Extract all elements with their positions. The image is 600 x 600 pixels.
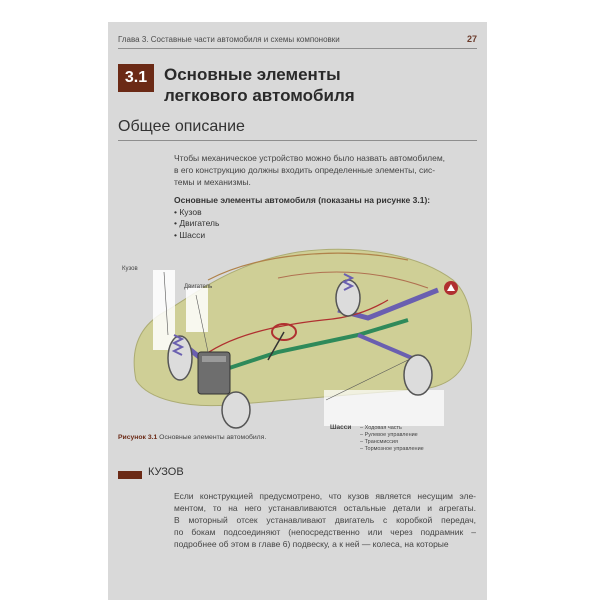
body-line: ментом, то на него устанавливаются остальные детали и агрегаты. xyxy=(174,503,476,513)
car-illustration xyxy=(108,240,487,430)
chapter-title: Глава 3. Составные части автомобиля и схемы компоновки xyxy=(118,35,340,44)
figure-label-body: Кузов xyxy=(122,266,138,272)
figure-label-chassis: Шасси xyxy=(330,424,352,431)
kuzov-heading: КУЗОВ xyxy=(148,466,184,478)
chassis-part: – Тормозное управление xyxy=(360,446,424,452)
chassis-part: – Трансмиссия xyxy=(360,439,398,445)
rear-left-wheel xyxy=(336,280,360,316)
body-line: подробнее об этом в главе 6) подвеску, а к ней — колеса, на которые xyxy=(174,539,449,549)
figure-caption xyxy=(118,434,266,441)
subheading: Общее описание xyxy=(118,118,245,135)
book-page xyxy=(108,22,487,600)
front-left-wheel xyxy=(168,336,192,380)
label-box-body xyxy=(153,270,175,350)
body-line: Если конструкцией предусмотрено, что кузов является несущим эле- xyxy=(174,491,476,501)
list-item: • Шасси xyxy=(174,229,206,240)
section-title-line: легкового автомобиля xyxy=(164,86,355,105)
section-number: 3.1 xyxy=(118,64,154,92)
elements-list-heading: Основные элементы автомобиля (показаны на рисунке 3.1): xyxy=(174,195,431,205)
intro-line: Чтобы механическое устройство можно было назвать автомобилем, xyxy=(174,153,446,163)
chassis-part: – Рулевое управление xyxy=(360,432,418,438)
label-box-engine xyxy=(186,288,208,332)
front-right-wheel xyxy=(222,392,250,428)
section-marker xyxy=(118,471,142,479)
list-item: • Кузов xyxy=(174,206,202,217)
subheading-rule xyxy=(118,140,477,141)
running-head xyxy=(118,34,477,49)
section-title-line: Основные элементы xyxy=(164,65,341,84)
section-title xyxy=(164,64,464,106)
figure-label-engine: Двигатель xyxy=(184,284,213,290)
engine-top xyxy=(202,356,226,362)
body-line: В моторный отсек устанавливают двигатель с коробкой передач, xyxy=(174,515,476,525)
intro-line: в его конструкцию должны входить определенные элементы, сис- xyxy=(174,165,436,175)
kuzov-paragraph xyxy=(174,490,476,550)
caption-text: Основные элементы автомобиля. xyxy=(159,434,267,441)
rear-right-wheel xyxy=(404,355,432,395)
page-number: 27 xyxy=(466,34,477,44)
caption-number: Рисунок 3.1 xyxy=(118,434,158,441)
chassis-part: – Ходовая часть xyxy=(360,425,402,431)
elements-list xyxy=(174,195,474,241)
body-line: по бокам подсоединяют (непосредственно или через подрамник – xyxy=(174,527,476,537)
list-item: • Двигатель xyxy=(174,218,220,228)
intro-paragraph xyxy=(174,152,474,188)
label-box-chassis xyxy=(324,390,444,426)
intro-line: темы и механизмы. xyxy=(174,177,251,187)
